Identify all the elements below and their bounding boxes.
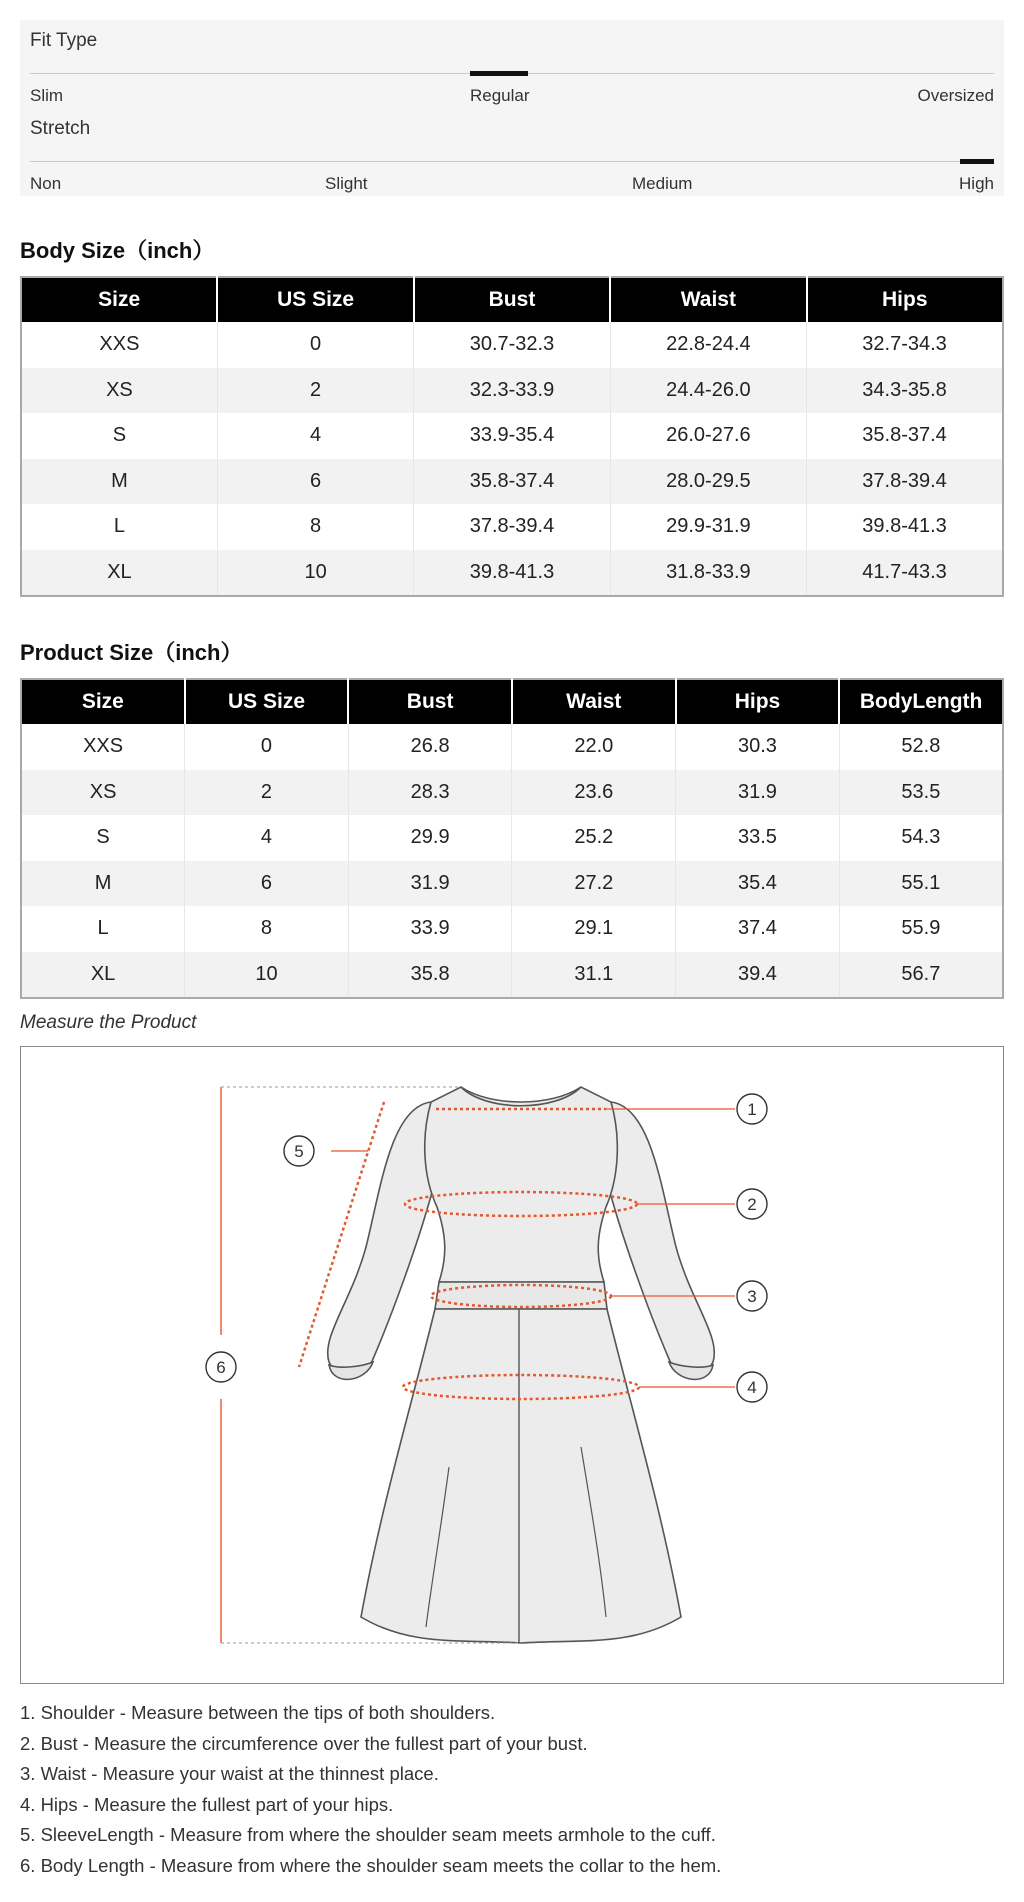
marker-4: [737, 1372, 767, 1402]
table-header-cell: Bust: [348, 679, 512, 724]
product-size-table: [20, 678, 1004, 999]
bodice: [425, 1087, 618, 1282]
table-header-cell: US Size: [217, 277, 413, 322]
table-cell: XL: [21, 550, 217, 597]
table-cell: 52.8: [839, 724, 1003, 770]
measure-notes: [20, 1698, 721, 1881]
table-cell: 6: [217, 459, 413, 505]
measure-caption: Measure the Product: [20, 1012, 197, 1033]
table-cell: 2: [217, 368, 413, 414]
table-row: [21, 861, 1003, 907]
table-header-cell: US Size: [185, 679, 349, 724]
table-cell: 35.8: [348, 952, 512, 999]
table-row: [21, 724, 1003, 770]
table-cell: 0: [217, 322, 413, 368]
table-cell: 2: [185, 770, 349, 816]
table-cell: 32.3-33.9: [414, 368, 610, 414]
stretch-option: High: [959, 174, 994, 193]
note-item: 3. Waist - Measure your waist at the thinnest place.: [20, 1763, 439, 1784]
table-cell: 29.9: [348, 815, 512, 861]
table-cell: 33.9: [348, 906, 512, 952]
marker-label: 4: [747, 1378, 757, 1397]
table-cell: 33.9-35.4: [414, 413, 610, 459]
table-cell: XXS: [99, 333, 140, 356]
table-row: [21, 413, 1003, 459]
table-cell: 31.9: [348, 861, 512, 907]
left-sleeve: [328, 1102, 436, 1377]
marker-3: [737, 1281, 767, 1311]
stretch-scale: [30, 118, 994, 198]
body-size-title: Body Size（inch）: [20, 238, 215, 263]
table-cell: 26.0-27.6: [610, 413, 806, 459]
table-header-cell: Size: [21, 679, 185, 724]
stretch-marker: [960, 159, 994, 164]
table-cell: XS: [21, 368, 217, 414]
marker-6: [206, 1352, 236, 1382]
table-cell: 6: [185, 861, 349, 907]
table-header-cell: Waist: [610, 277, 806, 322]
table-cell: 39.8-41.3: [414, 550, 610, 597]
fit-type-option: Oversized: [917, 86, 994, 105]
table-cell: 31.9: [676, 770, 840, 816]
table-header-cell: Bust: [414, 277, 610, 322]
table-cell: 55.9: [839, 906, 1003, 952]
stretch-title: Stretch: [30, 118, 91, 139]
fit-type-option: Slim: [30, 86, 64, 105]
table-cell: 33.5: [676, 815, 840, 861]
table-cell: 34.3-35.8: [807, 368, 1003, 414]
table-cell: 24.4-26.0: [610, 368, 806, 414]
marker-2: [737, 1189, 767, 1219]
table-cell: 53.5: [839, 770, 1003, 816]
right-sleeve: [606, 1102, 714, 1377]
marker-label: 2: [747, 1195, 757, 1214]
table-cell: 56.7: [839, 952, 1003, 999]
table-cell: S: [96, 826, 110, 849]
table-row: [21, 322, 1003, 368]
table-cell: 31.8-33.9: [610, 550, 806, 597]
fit-panel: [20, 20, 1004, 196]
table-header-row: [21, 679, 1003, 724]
table-row: [21, 504, 1003, 550]
table-cell: XL: [21, 952, 185, 999]
table-cell: XXS: [83, 735, 124, 758]
table-cell: 27.2: [512, 861, 676, 907]
marker-5: [284, 1136, 314, 1166]
table-cell: 55.1: [839, 861, 1003, 907]
table-cell: 35.8-37.4: [414, 459, 610, 505]
skirt: [361, 1309, 681, 1643]
dress-diagram: [21, 1047, 1003, 1683]
note-item: 5. SleeveLength - Measure from where the shoulder seam meets armhole to the cuff.: [20, 1824, 716, 1845]
table-header-cell: Hips: [807, 277, 1003, 322]
table-cell: 30.3: [676, 724, 840, 770]
table-row: [21, 459, 1003, 505]
table-cell: 4: [217, 413, 413, 459]
table-cell: 32.7-34.3: [807, 322, 1003, 368]
table-row: [21, 368, 1003, 414]
stretch-option: Slight: [325, 174, 368, 193]
table-cell: L: [113, 515, 125, 538]
table-row: [21, 770, 1003, 816]
table-cell: 30.7-32.3: [414, 322, 610, 368]
table-cell: 37.4: [676, 906, 840, 952]
table-cell: 22.0: [512, 724, 676, 770]
table-cell: 25.2: [512, 815, 676, 861]
fit-type-title: Fit Type: [30, 30, 98, 51]
table-cell: 22.8-24.4: [610, 322, 806, 368]
table-cell: M: [21, 459, 217, 505]
body-size-table: [20, 276, 1004, 597]
table-header-cell: Hips: [676, 679, 840, 724]
table-cell: 10: [185, 952, 349, 999]
marker-label: 1: [747, 1100, 757, 1119]
table-row: [21, 952, 1003, 999]
table-header-row: [21, 277, 1003, 322]
stretch-option: Medium: [632, 174, 693, 193]
table-cell: 28.0-29.5: [610, 459, 806, 505]
table-row: [21, 550, 1003, 597]
marker-label: 6: [216, 1358, 226, 1377]
table-cell: XS: [21, 770, 185, 816]
note-item: 4. Hips - Measure the fullest part of your hips.: [20, 1793, 394, 1815]
table-header-cell: Waist: [512, 679, 676, 724]
table-header-cell: Size: [21, 277, 217, 322]
product-size-title: Product Size（inch）: [20, 640, 243, 665]
table-cell: M: [21, 861, 185, 907]
table-cell: 23.6: [512, 770, 676, 816]
table-cell: S: [112, 424, 127, 447]
marker-label: 3: [747, 1287, 757, 1306]
note-item: 2. Bust - Measure the circumference over the fullest part of your bust.: [20, 1732, 588, 1754]
stretch-option: Non: [30, 174, 62, 193]
table-cell: 39.8-41.3: [807, 504, 1003, 550]
fit-type-marker: [470, 71, 528, 76]
marker-1: [737, 1094, 767, 1124]
table-header-cell: BodyLength: [839, 679, 1003, 724]
table-row: [21, 906, 1003, 952]
table-cell: 35.4: [676, 861, 840, 907]
stretch-track: [30, 161, 994, 162]
table-cell: 26.8: [348, 724, 512, 770]
table-cell: 10: [217, 550, 413, 597]
table-cell: 37.8-39.4: [414, 504, 610, 550]
table-cell: 8: [185, 906, 349, 952]
table-cell: 29.1: [512, 906, 676, 952]
note-item: 1. Shoulder - Measure between the tips of both shoulders.: [20, 1702, 496, 1723]
table-cell: 28.3: [348, 770, 512, 816]
table-cell: 54.3: [839, 815, 1003, 861]
fit-type-option: Regular: [470, 86, 530, 105]
table-cell: 8: [217, 504, 413, 550]
fit-type-scale: [30, 30, 994, 110]
note-item: 6. Body Length - Measure from where the shoulder seam meets the collar to the hem.: [20, 1854, 722, 1876]
table-cell: 37.8-39.4: [807, 459, 1003, 505]
table-cell: 41.7-43.3: [807, 550, 1003, 597]
table-cell: 35.8-37.4: [807, 413, 1003, 459]
table-cell: 0: [185, 724, 349, 770]
table-cell: 31.1: [512, 952, 676, 999]
table-cell: 39.4: [676, 952, 840, 999]
measure-diagram: [20, 1046, 1004, 1684]
table-cell: 4: [185, 815, 349, 861]
marker-label: 5: [294, 1142, 304, 1161]
table-row: [21, 815, 1003, 861]
table-cell: L: [97, 917, 109, 940]
table-cell: 29.9-31.9: [610, 504, 806, 550]
